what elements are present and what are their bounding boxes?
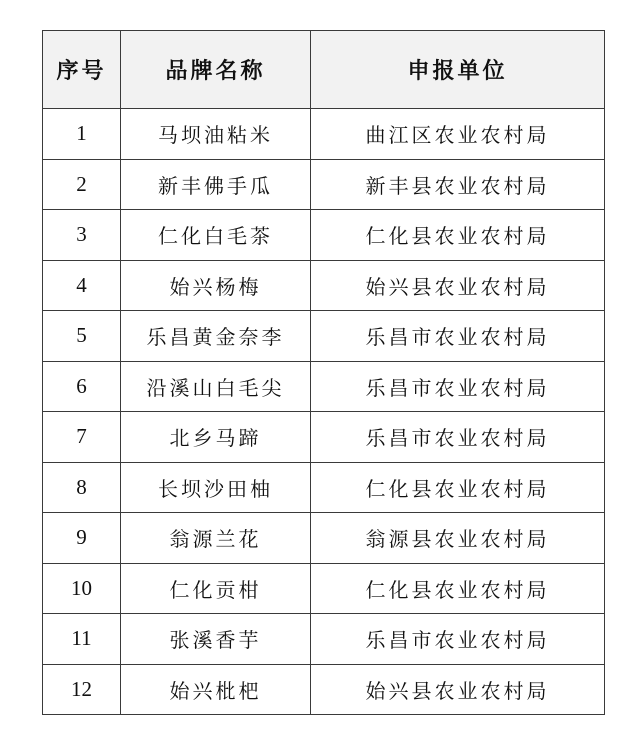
row-brand: 北乡马蹄: [121, 412, 311, 463]
table-body: [43, 109, 605, 715]
row-brand: 始兴枇杷: [121, 664, 311, 715]
row-brand: 马坝油粘米: [121, 109, 311, 160]
row-no: 6: [43, 361, 121, 412]
table-row: [43, 412, 605, 463]
table-row: [43, 664, 605, 715]
row-brand: 仁化贡柑: [121, 563, 311, 614]
row-no: 8: [43, 462, 121, 513]
row-no: 11: [43, 614, 121, 665]
table-header: [43, 31, 605, 109]
row-no: 3: [43, 210, 121, 261]
row-brand: 张溪香芋: [121, 614, 311, 665]
header-brand-name: 品牌名称: [121, 31, 311, 109]
row-unit: 仁化县农业农村局: [311, 462, 605, 513]
table-row: [43, 361, 605, 412]
row-unit: 仁化县农业农村局: [311, 563, 605, 614]
row-brand: 乐昌黄金奈李: [121, 311, 311, 362]
row-no: 5: [43, 311, 121, 362]
row-unit: 翁源县农业农村局: [311, 513, 605, 564]
row-unit: 新丰县农业农村局: [311, 159, 605, 210]
row-unit: 乐昌市农业农村局: [311, 361, 605, 412]
row-unit: 曲江区农业农村局: [311, 109, 605, 160]
brand-table: [42, 30, 605, 715]
header-no: 序号: [43, 31, 121, 109]
header-reporting-unit: 申报单位: [311, 31, 605, 109]
table-row: [43, 462, 605, 513]
table-row: [43, 614, 605, 665]
header-row: [43, 31, 605, 109]
table-row: [43, 311, 605, 362]
row-brand: 新丰佛手瓜: [121, 159, 311, 210]
table-row: [43, 210, 605, 261]
row-no: 1: [43, 109, 121, 160]
row-brand: 长坝沙田柚: [121, 462, 311, 513]
row-no: 7: [43, 412, 121, 463]
row-unit: 乐昌市农业农村局: [311, 614, 605, 665]
row-no: 10: [43, 563, 121, 614]
row-unit: 始兴县农业农村局: [311, 260, 605, 311]
row-brand: 始兴杨梅: [121, 260, 311, 311]
table-row: [43, 513, 605, 564]
table-row: [43, 109, 605, 160]
row-unit: 仁化县农业农村局: [311, 210, 605, 261]
table-row: [43, 563, 605, 614]
row-unit: 乐昌市农业农村局: [311, 311, 605, 362]
row-brand: 沿溪山白毛尖: [121, 361, 311, 412]
row-unit: 乐昌市农业农村局: [311, 412, 605, 463]
row-brand: 仁化白毛茶: [121, 210, 311, 261]
row-unit: 始兴县农业农村局: [311, 664, 605, 715]
row-brand: 翁源兰花: [121, 513, 311, 564]
row-no: 9: [43, 513, 121, 564]
table-row: [43, 260, 605, 311]
row-no: 2: [43, 159, 121, 210]
row-no: 12: [43, 664, 121, 715]
row-no: 4: [43, 260, 121, 311]
table-row: [43, 159, 605, 210]
